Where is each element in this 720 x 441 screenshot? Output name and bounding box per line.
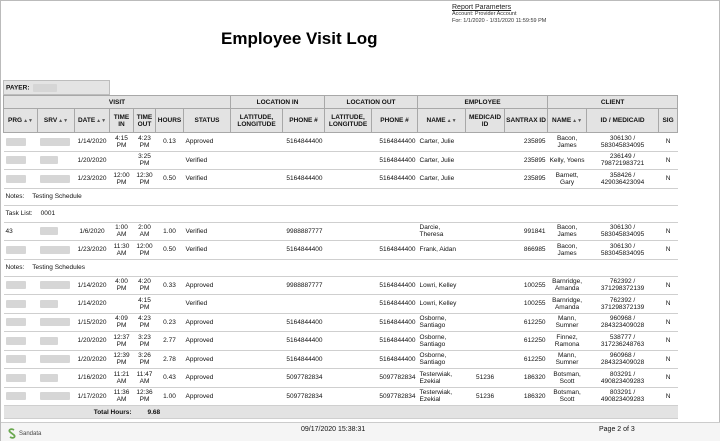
cell-employee-name: Carter, Julie xyxy=(418,133,466,152)
cell-employee-name: Osborne, Santiago xyxy=(418,332,466,351)
cell-latlng-out xyxy=(325,313,372,332)
cell-phone-in xyxy=(283,295,325,314)
cell-latlng-out xyxy=(325,133,372,152)
cell-prg xyxy=(4,295,38,314)
page-title: Employee Visit Log xyxy=(221,29,378,48)
cell-client-name: Botsman, Scott xyxy=(548,387,587,406)
cell-medicaid-id xyxy=(466,295,505,314)
cell-medicaid-id xyxy=(466,241,505,260)
sort-icon: ▲▼ xyxy=(23,117,33,124)
cell-status: Approved xyxy=(184,332,231,351)
redacted-value xyxy=(40,300,58,308)
cell-hours: 1.00 xyxy=(156,387,184,406)
cell-hours: 0.13 xyxy=(156,133,184,152)
cell-phone-out: 5164844400 xyxy=(372,170,418,189)
cell-time-out: 3:23 PM xyxy=(134,332,156,351)
cell-santrax-id: 235895 xyxy=(505,151,548,170)
cell-employee-name: Osborne, Santiago xyxy=(418,313,466,332)
cell-time-out: 11:47 AM xyxy=(134,369,156,388)
cell-client-id: 803291 / 490823409283 xyxy=(587,387,659,406)
cell-sig: N xyxy=(659,222,678,241)
cell-phone-in: 5164844400 xyxy=(283,170,325,189)
cell-prg xyxy=(4,350,38,369)
cell-time-out: 12:30 PM xyxy=(134,170,156,189)
cell-employee-name: Carter, Julie xyxy=(418,170,466,189)
cell-latlng-out xyxy=(325,222,372,241)
cell-prg: 43 xyxy=(4,222,38,241)
cell-time-in xyxy=(110,151,134,170)
table-row[interactable] xyxy=(4,369,678,388)
cell-phone-out xyxy=(372,222,418,241)
redacted-value xyxy=(40,138,70,146)
cell-time-in: 11:36 AM xyxy=(110,387,134,406)
cell-sig: N xyxy=(659,332,678,351)
cell-time-in: 12:00 PM xyxy=(110,170,134,189)
cell-client-id: 762392 / 371298372139 xyxy=(587,276,659,295)
cell-srv xyxy=(38,313,75,332)
payer-box xyxy=(3,80,110,95)
cell-employee-name: Testerwiak, Ezekial xyxy=(418,387,466,406)
cell-time-in: 4:15 PM xyxy=(110,133,134,152)
cell-srv xyxy=(38,151,75,170)
cell-date: 1/23/2020 xyxy=(75,170,110,189)
cell-srv xyxy=(38,222,75,241)
sandata-logo-icon xyxy=(7,428,17,439)
cell-client-name: Finnez, Ramona xyxy=(548,332,587,351)
cell-date: 1/20/2020 xyxy=(75,332,110,351)
redacted-value xyxy=(6,337,26,345)
table-row[interactable] xyxy=(4,222,678,241)
cell-time-in: 4:09 PM xyxy=(110,313,134,332)
cell-latlng-in xyxy=(231,222,283,241)
cell-latlng-out xyxy=(325,369,372,388)
table-row[interactable] xyxy=(4,151,678,170)
cell-latlng-out xyxy=(325,241,372,260)
redacted-value xyxy=(40,337,58,345)
payer-redacted xyxy=(33,84,57,92)
col-date[interactable]: DATE▲▼ xyxy=(75,109,110,133)
cell-date: 1/23/2020 xyxy=(75,241,110,260)
cell-prg xyxy=(4,332,38,351)
total-label: Total Hours: xyxy=(4,406,134,419)
cell-client-name: Bacon, James xyxy=(548,241,587,260)
cell-date: 1/14/2020 xyxy=(75,295,110,314)
col-sig: SIG xyxy=(659,109,678,133)
total-hours-value: 9.68 xyxy=(134,406,678,419)
cell-srv xyxy=(38,387,75,406)
cell-phone-in: 5164844400 xyxy=(283,332,325,351)
cell-prg xyxy=(4,151,38,170)
cell-latlng-out xyxy=(325,276,372,295)
cell-status: Approved xyxy=(184,276,231,295)
cell-sig: N xyxy=(659,295,678,314)
cell-medicaid-id: 51236 xyxy=(466,387,505,406)
sort-icon: ▲▼ xyxy=(572,117,583,124)
cell-phone-out: 5164844400 xyxy=(372,241,418,260)
col-medicaid-id: MEDICAID ID xyxy=(466,109,505,133)
col-latlng-in: LATITUDE, LONGITUDE xyxy=(231,109,283,133)
col-srv[interactable]: SRV▲▼ xyxy=(38,109,75,133)
cell-employee-name: Osborne, Santiago xyxy=(418,350,466,369)
cell-client-id: 306130 / 583045834095 xyxy=(587,241,659,260)
cell-hours: 0.33 xyxy=(156,276,184,295)
table-row[interactable] xyxy=(4,241,678,260)
cell-prg xyxy=(4,313,38,332)
cell-client-name: Botsman, Scott xyxy=(548,369,587,388)
sort-icon: ▲▼ xyxy=(96,117,107,124)
table-row[interactable] xyxy=(4,295,678,314)
cell-santrax-id: 186320 xyxy=(505,387,548,406)
col-phone-out: PHONE # xyxy=(372,109,418,133)
report-date-range: For: 1/1/2020 - 1/31/2020 11:59:59 PM xyxy=(452,18,547,24)
visit-log-table xyxy=(3,95,678,419)
group-visit: VISIT xyxy=(4,96,231,109)
cell-latlng-out xyxy=(325,387,372,406)
table-row[interactable] xyxy=(4,276,678,295)
cell-latlng-in xyxy=(231,276,283,295)
cell-latlng-out xyxy=(325,170,372,189)
cell-time-out: 12:00 PM xyxy=(134,241,156,260)
log-body xyxy=(4,133,678,406)
redacted-value xyxy=(40,156,58,164)
group-location-out: LOCATION OUT xyxy=(325,96,418,109)
cell-status: Verified xyxy=(184,295,231,314)
cell-time-in: 12:37 PM xyxy=(110,332,134,351)
cell-client-name: Bacon, James xyxy=(548,222,587,241)
cell-status: Approved xyxy=(184,369,231,388)
redacted-value xyxy=(6,318,26,326)
cell-phone-in: 5097782834 xyxy=(283,369,325,388)
cell-prg xyxy=(4,133,38,152)
redacted-value xyxy=(40,227,58,235)
page-footer xyxy=(1,422,720,441)
col-client-id: ID / MEDICAID xyxy=(587,109,659,133)
cell-latlng-in xyxy=(231,241,283,260)
cell-time-in xyxy=(110,295,134,314)
redacted-value xyxy=(6,355,26,363)
cell-medicaid-id xyxy=(466,170,505,189)
cell-time-out: 4:20 PM xyxy=(134,276,156,295)
total-row xyxy=(4,406,678,419)
cell-phone-out: 5164844400 xyxy=(372,350,418,369)
cell-medicaid-id xyxy=(466,133,505,152)
cell-santrax-id: 866985 xyxy=(505,241,548,260)
redacted-value xyxy=(40,392,70,400)
cell-client-name: Barnett, Gary xyxy=(548,170,587,189)
cell-sig: N xyxy=(659,151,678,170)
cell-sig: N xyxy=(659,313,678,332)
cell-latlng-in xyxy=(231,387,283,406)
cell-sig: N xyxy=(659,350,678,369)
cell-status: Verified xyxy=(184,170,231,189)
cell-time-in: 12:39 PM xyxy=(110,350,134,369)
cell-prg xyxy=(4,387,38,406)
cell-date: 1/20/2020 xyxy=(75,151,110,170)
footer-page-number: Page 2 of 3 xyxy=(599,426,635,433)
note-row xyxy=(4,259,678,276)
report-account: Account: Provider Account xyxy=(452,11,517,17)
cell-santrax-id: 612250 xyxy=(505,332,548,351)
cell-employee-name: Carter, Julie xyxy=(418,151,466,170)
cell-srv xyxy=(38,133,75,152)
table-row[interactable] xyxy=(4,387,678,406)
cell-medicaid-id xyxy=(466,276,505,295)
cell-medicaid-id xyxy=(466,222,505,241)
cell-medicaid-id xyxy=(466,151,505,170)
cell-phone-in xyxy=(283,151,325,170)
col-time-out: TIME OUT xyxy=(134,109,156,133)
cell-prg xyxy=(4,170,38,189)
note-label: Task List: xyxy=(5,210,33,217)
redacted-value xyxy=(6,156,26,164)
col-hours: HOURS xyxy=(156,109,184,133)
cell-phone-in: 5164844400 xyxy=(283,313,325,332)
cell-hours: 2.78 xyxy=(156,350,184,369)
cell-time-in: 11:21 AM xyxy=(110,369,134,388)
cell-phone-out: 5097782834 xyxy=(372,369,418,388)
cell-time-out: 2:00 AM xyxy=(134,222,156,241)
table-row[interactable] xyxy=(4,350,678,369)
group-employee: EMPLOYEE xyxy=(418,96,548,109)
table-row[interactable] xyxy=(4,332,678,351)
cell-employee-name: Lowri, Kelley xyxy=(418,295,466,314)
cell-client-name: Kelly, Yoens xyxy=(548,151,587,170)
redacted-value xyxy=(40,281,70,289)
cell-srv xyxy=(38,350,75,369)
payer-label: PAYER: xyxy=(6,84,30,92)
cell-time-out: 12:36 PM xyxy=(134,387,156,406)
cell-hours: 2.77 xyxy=(156,332,184,351)
redacted-value xyxy=(6,392,26,400)
cell-santrax-id: 991841 xyxy=(505,222,548,241)
cell-srv xyxy=(38,276,75,295)
cell-latlng-in xyxy=(231,350,283,369)
cell-phone-in: 5097782834 xyxy=(283,387,325,406)
cell-client-id: 960968 / 284323409028 xyxy=(587,313,659,332)
cell-hours: 0.50 xyxy=(156,241,184,260)
report-parameters-link[interactable]: Report Parameters xyxy=(452,4,512,11)
cell-client-id: 306130 / 583045834095 xyxy=(587,222,659,241)
table-row[interactable] xyxy=(4,133,678,152)
cell-latlng-in xyxy=(231,369,283,388)
cell-medicaid-id xyxy=(466,313,505,332)
redacted-value xyxy=(6,281,26,289)
cell-phone-out: 5164844400 xyxy=(372,332,418,351)
cell-employee-name: Lowri, Kelley xyxy=(418,276,466,295)
cell-phone-out: 5164844400 xyxy=(372,151,418,170)
col-time-in: TIME IN xyxy=(110,109,134,133)
cell-latlng-out xyxy=(325,332,372,351)
cell-employee-name: Testerwiak, Ezekial xyxy=(418,369,466,388)
cell-medicaid-id xyxy=(466,350,505,369)
group-location-in: LOCATION IN xyxy=(231,96,325,109)
cell-prg xyxy=(4,241,38,260)
cell-hours: 0.43 xyxy=(156,369,184,388)
cell-latlng-out xyxy=(325,350,372,369)
table-row[interactable] xyxy=(4,170,678,189)
note-row xyxy=(4,188,678,205)
cell-phone-out: 5164844400 xyxy=(372,276,418,295)
cell-time-out: 3:25 PM xyxy=(134,151,156,170)
redacted-value xyxy=(6,175,26,183)
cell-medicaid-id: 51236 xyxy=(466,369,505,388)
col-client-name[interactable]: NAME▲▼ xyxy=(548,109,587,133)
col-employee-name[interactable]: NAME▲▼ xyxy=(418,109,466,133)
cell-latlng-out xyxy=(325,295,372,314)
cell-time-out: 4:23 PM xyxy=(134,313,156,332)
cell-client-id: 762392 / 371298372139 xyxy=(587,295,659,314)
cell-srv xyxy=(38,295,75,314)
cell-client-id: 236149 / 798721983721 xyxy=(587,151,659,170)
cell-client-name: Mann, Sumner xyxy=(548,350,587,369)
cell-status: Verified xyxy=(184,241,231,260)
cell-client-name: Barnridge, Amanda xyxy=(548,295,587,314)
cell-date: 1/17/2020 xyxy=(75,387,110,406)
group-client: CLIENT xyxy=(548,96,678,109)
cell-phone-out: 5164844400 xyxy=(372,313,418,332)
cell-client-id: 538777 / 317236248763 xyxy=(587,332,659,351)
redacted-value xyxy=(40,318,70,326)
cell-santrax-id: 235895 xyxy=(505,170,548,189)
note-label: Notes: xyxy=(5,193,25,200)
cell-sig: N xyxy=(659,369,678,388)
cell-latlng-in xyxy=(231,170,283,189)
cell-client-id: 306130 / 583045834095 xyxy=(587,133,659,152)
cell-srv xyxy=(38,332,75,351)
redacted-value xyxy=(40,355,70,363)
cell-status: Approved xyxy=(184,313,231,332)
logo-text: Sandata xyxy=(19,430,42,437)
cell-medicaid-id xyxy=(466,332,505,351)
cell-phone-in: 9988887777 xyxy=(283,276,325,295)
cell-latlng-in xyxy=(231,332,283,351)
cell-srv xyxy=(38,241,75,260)
cell-latlng-in xyxy=(231,133,283,152)
cell-time-out: 3:26 PM xyxy=(134,350,156,369)
col-phone-in: PHONE # xyxy=(283,109,325,133)
cell-srv xyxy=(38,369,75,388)
cell-santrax-id: 235895 xyxy=(505,133,548,152)
cell-time-in: 11:30 AM xyxy=(110,241,134,260)
cell-hours xyxy=(156,151,184,170)
cell-prg xyxy=(4,369,38,388)
cell-sig: N xyxy=(659,241,678,260)
cell-hours: 0.50 xyxy=(156,170,184,189)
cell-employee-name: Frank, Aidan xyxy=(418,241,466,260)
redacted-value xyxy=(40,246,70,254)
cell-client-name: Barnridge, Amanda xyxy=(548,276,587,295)
cell-time-out: 4:15 PM xyxy=(134,295,156,314)
cell-time-in: 1:00 AM xyxy=(110,222,134,241)
redacted-value xyxy=(6,246,26,254)
cell-phone-in: 5164844400 xyxy=(283,350,325,369)
cell-time-in: 4:00 PM xyxy=(110,276,134,295)
sort-icon: ▲▼ xyxy=(446,117,457,124)
cell-status: Approved xyxy=(184,133,231,152)
note-value: Testing Schedule xyxy=(32,193,82,200)
cell-sig: N xyxy=(659,276,678,295)
report-parameters xyxy=(452,4,546,25)
redacted-value xyxy=(40,175,70,183)
cell-phone-out: 5097782834 xyxy=(372,387,418,406)
cell-client-id: 803291 / 490823409283 xyxy=(587,369,659,388)
cell-hours: 1.00 xyxy=(156,222,184,241)
col-status: STATUS xyxy=(184,109,231,133)
col-prg[interactable]: PRG▲▼ xyxy=(4,109,38,133)
sort-icon: ▲▼ xyxy=(58,117,69,124)
note-label: Notes: xyxy=(5,264,25,271)
cell-status: Verified xyxy=(184,222,231,241)
cell-santrax-id: 186320 xyxy=(505,369,548,388)
footer-timestamp: 09/17/2020 15:38:31 xyxy=(301,426,366,433)
redacted-value xyxy=(6,300,26,308)
cell-date: 1/14/2020 xyxy=(75,276,110,295)
cell-phone-in: 5164844400 xyxy=(283,133,325,152)
cell-sig: N xyxy=(659,387,678,406)
cell-santrax-id: 100255 xyxy=(505,295,548,314)
cell-client-id: 358426 / 429036423094 xyxy=(587,170,659,189)
cell-prg xyxy=(4,276,38,295)
table-row[interactable] xyxy=(4,313,678,332)
redacted-value xyxy=(6,374,26,382)
cell-client-name: Mann, Sumner xyxy=(548,313,587,332)
col-santrax-id: SANTRAX ID xyxy=(505,109,548,133)
cell-phone-in: 9988887777 xyxy=(283,222,325,241)
cell-santrax-id: 612250 xyxy=(505,350,548,369)
cell-date: 1/6/2020 xyxy=(75,222,110,241)
cell-phone-in: 5164844400 xyxy=(283,241,325,260)
redacted-value xyxy=(6,138,26,146)
cell-sig: N xyxy=(659,170,678,189)
cell-latlng-in xyxy=(231,313,283,332)
cell-date: 1/20/2020 xyxy=(75,350,110,369)
cell-date: 1/16/2020 xyxy=(75,369,110,388)
cell-date: 1/15/2020 xyxy=(75,313,110,332)
cell-date: 1/14/2020 xyxy=(75,133,110,152)
cell-hours: 0.23 xyxy=(156,313,184,332)
cell-time-out: 4:23 PM xyxy=(134,133,156,152)
cell-santrax-id: 612250 xyxy=(505,313,548,332)
cell-status: Verified xyxy=(184,151,231,170)
cell-hours xyxy=(156,295,184,314)
cell-status: Approved xyxy=(184,350,231,369)
cell-phone-out: 5164844400 xyxy=(372,133,418,152)
cell-client-id: 960968 / 284323409028 xyxy=(587,350,659,369)
cell-srv xyxy=(38,170,75,189)
note-value: Testing Schedules xyxy=(32,264,86,271)
col-latlng-out: LATITUDE, LONGITUDE xyxy=(325,109,372,133)
cell-status: Approved xyxy=(184,387,231,406)
cell-employee-name: Darcie, Theresa xyxy=(418,222,466,241)
cell-sig: N xyxy=(659,133,678,152)
cell-client-name: Bacon, James xyxy=(548,133,587,152)
cell-phone-out: 5164844400 xyxy=(372,295,418,314)
column-header-row xyxy=(4,109,678,133)
cell-latlng-in xyxy=(231,151,283,170)
cell-latlng-in xyxy=(231,295,283,314)
redacted-value xyxy=(40,374,58,382)
note-value: 0001 xyxy=(40,210,56,217)
cell-santrax-id: 100255 xyxy=(505,276,548,295)
note-row xyxy=(4,205,678,222)
cell-latlng-out xyxy=(325,151,372,170)
sandata-logo xyxy=(7,428,41,439)
group-header-row xyxy=(4,96,678,109)
